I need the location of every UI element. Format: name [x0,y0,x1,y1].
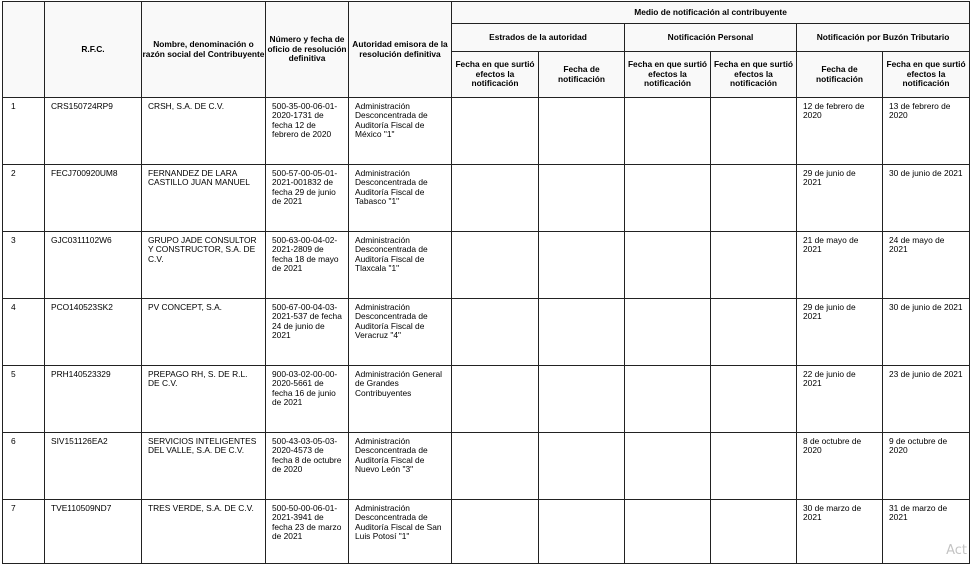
cell-buzon-fecha-surtio: 23 de junio de 2021 [883,366,970,433]
cell-rfc: GJC0311102W6 [45,232,142,299]
cell-estrados-fecha-notificacion [539,500,625,564]
table-row [3,98,970,165]
cell-buzon-fecha-notificacion: 30 de marzo de 2021 [797,500,883,564]
cell-nombre: FERNANDEZ DE LARA CASTILLO JUAN MANUEL [142,165,266,232]
cell-buzon-fecha-surtio: 31 de marzo de 2021 [883,500,970,564]
cell-estrados-fecha-surtio [452,98,539,165]
cell-personal-fecha-notificacion [711,433,797,500]
cell-oficio: 500-43-03-05-03-2020-4573 de fecha 8 de octubre de 2020 [266,433,349,500]
cell-nombre: TRES VERDE, S.A. DE C.V. [142,500,266,564]
cell-rfc: TVE110509ND7 [45,500,142,564]
cell-buzon-fecha-notificacion: 22 de junio de 2021 [797,366,883,433]
cell-buzon-fecha-surtio: 30 de junio de 2021 [883,165,970,232]
cell-autoridad: Administración Desconcentrada de Auditoría Fiscal de Nuevo León "3" [349,433,452,500]
header-autoridad: Autoridad emisora de la resolución definitiva [349,2,452,98]
cell-personal-fecha-notificacion [711,232,797,299]
cell-rfc: FECJ700920UM8 [45,165,142,232]
cell-personal-fecha-notificacion [711,366,797,433]
table-row [3,232,970,299]
cell-estrados-fecha-surtio [452,232,539,299]
header-buzon: Notificación por Buzón Tributario [797,24,970,52]
header-estrados: Estrados de la autoridad [452,24,625,52]
table-body [3,98,970,564]
header-nombre: Nombre, denominación o razón social del Contribuyente [142,2,266,98]
cell-buzon-fecha-notificacion: 12 de febrero de 2020 [797,98,883,165]
cell-autoridad: Administración Desconcentrada de Auditoría Fiscal de Veracruz "4" [349,299,452,366]
cell-number: 4 [3,299,45,366]
header-personal: Notificación Personal [625,24,797,52]
cell-autoridad: Administración Desconcentrada de Auditoría Fiscal de Tlaxcala "1" [349,232,452,299]
header-rfc: R.F.C. [45,2,142,98]
cell-nombre: PV CONCEPT, S.A. [142,299,266,366]
cell-number: 1 [3,98,45,165]
cell-nombre: SERVICIOS INTELIGENTES DEL VALLE, S.A. DE C.V. [142,433,266,500]
cell-personal-fecha-surtio [625,98,711,165]
cell-oficio: 500-63-00-04-02-2021-2809 de fecha 18 de mayo de 2021 [266,232,349,299]
cell-nombre: GRUPO JADE CONSULTOR Y CONSTRUCTOR, S.A. DE C.V. [142,232,266,299]
table-row [3,366,970,433]
cell-buzon-fecha-surtio: 9 de octubre de 2020 [883,433,970,500]
cell-autoridad: Administración Desconcentrada de Auditoría Fiscal de San Luis Potosí "1" [349,500,452,564]
cell-buzon-fecha-surtio: 13 de febrero de 2020 [883,98,970,165]
cell-estrados-fecha-notificacion [539,433,625,500]
cell-nombre: CRSH, S.A. DE C.V. [142,98,266,165]
cell-buzon-fecha-notificacion: 21 de mayo de 2021 [797,232,883,299]
header-medio-notificacion: Medio de notificación al contribuyente [452,2,970,24]
cell-estrados-fecha-notificacion [539,232,625,299]
cell-estrados-fecha-notificacion [539,366,625,433]
header-personal-fecha-notificacion: Fecha en que surtió efectos la notificación [711,52,797,98]
table-row [3,500,970,564]
cell-estrados-fecha-notificacion [539,299,625,366]
cell-oficio: 500-35-00-06-01-2020-1731 de fecha 12 de febrero de 2020 [266,98,349,165]
cell-number: 6 [3,433,45,500]
cell-personal-fecha-surtio [625,165,711,232]
cell-number: 2 [3,165,45,232]
cell-personal-fecha-surtio [625,500,711,564]
header-personal-fecha-surtio: Fecha en que surtió efectos la notificación [625,52,711,98]
cell-oficio: 500-50-00-06-01-2021-3941 de fecha 23 de marzo de 2021 [266,500,349,564]
cell-number: 7 [3,500,45,564]
cell-personal-fecha-notificacion [711,500,797,564]
cell-personal-fecha-notificacion [711,165,797,232]
cell-estrados-fecha-surtio [452,500,539,564]
cell-estrados-fecha-notificacion [539,98,625,165]
table-row [3,299,970,366]
cell-buzon-fecha-notificacion: 29 de junio de 2021 [797,299,883,366]
table-header [3,2,970,98]
header-estrados-fecha-notificacion: Fecha de notificación [539,52,625,98]
cell-buzon-fecha-notificacion: 29 de junio de 2021 [797,165,883,232]
cell-rfc: PRH140523329 [45,366,142,433]
cell-oficio: 500-57-00-05-01-2021-001832 de fecha 29 de junio de 2021 [266,165,349,232]
cell-buzon-fecha-surtio: 30 de junio de 2021 [883,299,970,366]
cell-rfc: SIV151126EA2 [45,433,142,500]
cell-personal-fecha-surtio [625,299,711,366]
header-buzon-fecha-surtio: Fecha en que surtió efectos la notificación [883,52,970,98]
cell-personal-fecha-surtio [625,366,711,433]
cell-oficio: 900-03-02-00-00-2020-5661 de fecha 16 de junio de 2021 [266,366,349,433]
cell-oficio: 500-67-00-04-03-2021-537 de fecha 24 de junio de 2021 [266,299,349,366]
cell-number: 5 [3,366,45,433]
document-page [2,1,970,564]
header-buzon-fecha-notificacion: Fecha de notificación [797,52,883,98]
cell-personal-fecha-notificacion [711,98,797,165]
cell-autoridad: Administración Desconcentrada de Auditoría Fiscal de México "1" [349,98,452,165]
cell-personal-fecha-surtio [625,433,711,500]
cell-rfc: CRS150724RP9 [45,98,142,165]
activation-watermark: Act [946,543,967,558]
cell-nombre: PREPAGO RH, S. DE R.L. DE C.V. [142,366,266,433]
cell-estrados-fecha-notificacion [539,165,625,232]
cell-estrados-fecha-surtio [452,299,539,366]
cell-buzon-fecha-notificacion: 8 de octubre de 2020 [797,433,883,500]
cell-estrados-fecha-surtio [452,433,539,500]
header-oficio: Número y fecha de oficio de resolución definitiva [266,2,349,98]
cell-autoridad: Administración Desconcentrada de Auditoría Fiscal de Tabasco "1" [349,165,452,232]
table-row [3,165,970,232]
cell-personal-fecha-notificacion [711,299,797,366]
header-estrados-fecha-surtio: Fecha en que surtió efectos la notificación [452,52,539,98]
cell-estrados-fecha-surtio [452,366,539,433]
cell-number: 3 [3,232,45,299]
cell-rfc: PCO140523SK2 [45,299,142,366]
cell-autoridad: Administración General de Grandes Contribuyentes [349,366,452,433]
cell-buzon-fecha-surtio: 24 de mayo de 2021 [883,232,970,299]
notification-table [2,1,970,564]
cell-estrados-fecha-surtio [452,165,539,232]
cell-personal-fecha-surtio [625,232,711,299]
header-number [3,2,45,98]
table-row [3,433,970,500]
